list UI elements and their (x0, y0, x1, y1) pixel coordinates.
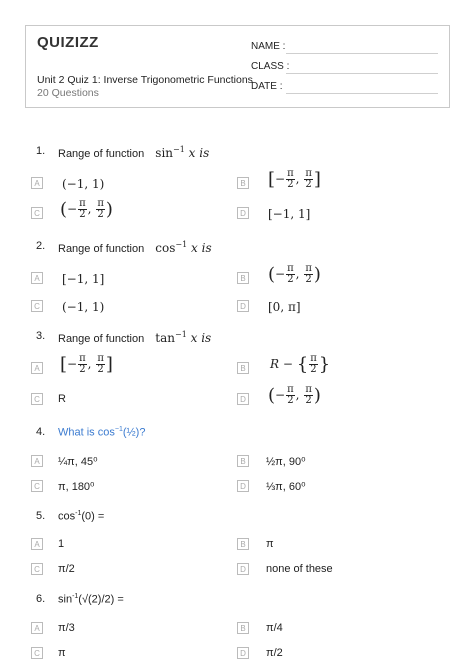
option-badge[interactable]: A (31, 177, 43, 189)
option-a[interactable]: 1 (58, 538, 65, 550)
question-label: Range of function (58, 243, 145, 255)
option-badge[interactable]: D (237, 300, 249, 312)
option-c[interactable]: R (58, 393, 66, 405)
option-d[interactable]: [−1, 1] (268, 207, 311, 221)
date-label: DATE : (251, 81, 283, 92)
option-b[interactable]: ½π, 90⁰ (266, 456, 306, 468)
option-badge[interactable]: D (237, 207, 249, 219)
option-b[interactable]: [− $\frac{\pi}{2}$ , $\frac{\pi}{2}$ ] (268, 168, 321, 190)
option-badge[interactable]: B (237, 272, 249, 284)
question-text (58, 330, 211, 345)
option-badge[interactable]: C (31, 563, 43, 575)
option-badge[interactable]: D (237, 563, 249, 575)
date-field[interactable] (286, 93, 438, 94)
question-number: 6. (36, 593, 46, 605)
question-number: 4. (36, 426, 46, 438)
question-math: $\cos^{-1} x$ is (155, 240, 212, 255)
option-b[interactable]: R − { $\frac{\pi}{2}$ } (270, 353, 331, 375)
option-d[interactable]: (− $\frac{\pi}{2}$ , $\frac{\pi}{2}$ ) (268, 384, 321, 406)
question-number: 3. (36, 330, 46, 342)
option-badge[interactable]: B (237, 622, 249, 634)
question-count: 20 Questions (37, 87, 99, 99)
question-label: Range of function (58, 333, 145, 345)
option-a[interactable]: [− $\frac{\pi}{2}$ , $\frac{\pi}{2}$ ] (60, 353, 113, 375)
quizizz-logo: QUIZIZZ (37, 34, 99, 51)
option-a[interactable]: (−1, 1) (62, 177, 105, 191)
option-badge[interactable]: C (31, 480, 43, 492)
question-text: $\cos^{-1}(0)$ = (58, 510, 105, 523)
option-c[interactable]: π, 180⁰ (58, 481, 95, 493)
quiz-title: Unit 2 Quiz 1: Inverse Trigonometric Functions (37, 74, 253, 86)
option-badge[interactable]: D (237, 480, 249, 492)
option-badge[interactable]: B (237, 455, 249, 467)
option-b[interactable]: π/4 (266, 622, 283, 634)
option-a[interactable]: π/3 (58, 622, 75, 634)
question-number: 2. (36, 240, 46, 252)
option-c[interactable]: π/2 (58, 563, 75, 575)
option-badge[interactable]: C (31, 647, 43, 659)
option-badge[interactable]: C (31, 393, 43, 405)
class-field[interactable] (286, 73, 438, 74)
option-badge[interactable]: A (31, 538, 43, 550)
name-label: NAME : (251, 41, 286, 52)
option-badge[interactable]: A (31, 622, 43, 634)
option-c[interactable]: (−1, 1) (62, 300, 105, 314)
option-d[interactable]: ⅓π, 60⁰ (266, 481, 306, 493)
option-badge[interactable]: A (31, 455, 43, 467)
question-number: 1. (36, 145, 46, 157)
option-badge[interactable]: D (237, 393, 249, 405)
option-d[interactable]: π/2 (266, 647, 283, 659)
question-text: What is $\cos^{-1}(\frac{1}{2})$? (58, 426, 146, 439)
option-b[interactable]: π (266, 538, 274, 550)
question-label: Range of function (58, 148, 145, 160)
question-math: $\tan^{-1} x$ is (155, 330, 212, 345)
option-badge[interactable]: B (237, 362, 249, 374)
name-field[interactable] (286, 53, 438, 54)
question-text (58, 145, 209, 160)
option-badge[interactable]: A (31, 362, 43, 374)
option-badge[interactable]: B (237, 538, 249, 550)
option-badge[interactable]: D (237, 647, 249, 659)
question-text (58, 240, 212, 255)
option-d[interactable]: none of these (266, 563, 333, 575)
question-math: $\sin^{-1} x$ is (155, 145, 210, 160)
option-badge[interactable]: B (237, 177, 249, 189)
option-b[interactable]: (− $\frac{\pi}{2}$ , $\frac{\pi}{2}$ ) (268, 263, 321, 285)
option-a[interactable]: [−1, 1] (62, 272, 105, 286)
question-text: $\sin^{-1}(√(2)/2)$ = (58, 593, 124, 606)
option-badge[interactable]: A (31, 272, 43, 284)
option-c[interactable]: (− $\frac{\pi}{2}$ , $\frac{\pi}{2}$ ) (60, 198, 113, 220)
option-a[interactable]: ¼π, 45⁰ (58, 456, 98, 468)
question-number: 5. (36, 510, 46, 522)
class-label: CLASS : (251, 61, 290, 72)
option-d[interactable]: [0, π] (268, 300, 301, 314)
option-badge[interactable]: C (31, 207, 43, 219)
option-badge[interactable]: C (31, 300, 43, 312)
option-c[interactable]: π (58, 647, 66, 659)
